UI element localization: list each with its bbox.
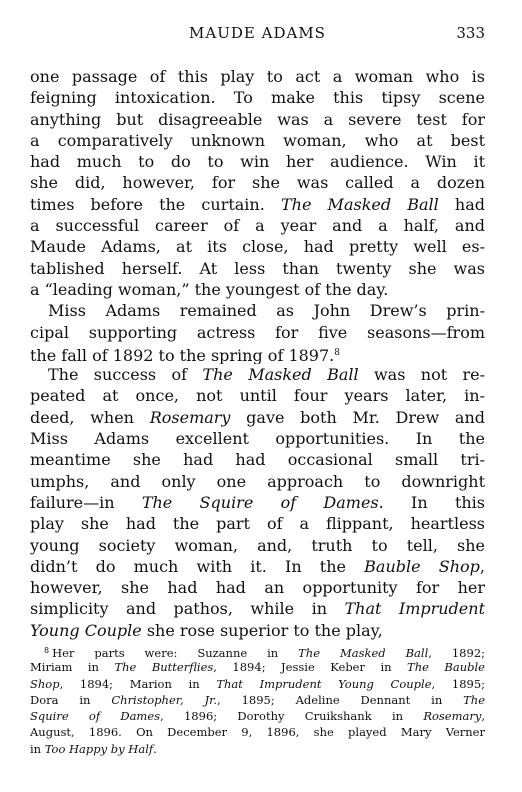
line-segment: was not re- [358, 365, 485, 385]
running-head [30, 24, 485, 46]
text-line: peated at once, not until four years later, in- [30, 386, 485, 406]
text-line: she did, however, for she was called a dozen [30, 173, 485, 193]
line-segment: times before the curtain. [30, 194, 281, 214]
text-line: however, she had had an opportunity for her [30, 578, 485, 598]
text-line [30, 556, 485, 577]
italic-title: Too Happy by Half [44, 741, 154, 756]
text-line: had much to do to win her audience. Win it [30, 152, 485, 172]
line-segment: Her parts were: Suzanne in [52, 646, 299, 660]
text-line [30, 598, 485, 619]
text-line: anything but disagreeable was a severe test for [30, 109, 485, 129]
running-head-title: MAUDE ADAMS [189, 24, 326, 42]
text-line: a comparatively unknown woman, who at best [30, 130, 485, 150]
italic-title: Squire of Dames [30, 709, 161, 724]
italic-title: The Masked Ball [280, 194, 439, 214]
line-segment: Miriam in [30, 660, 115, 675]
text-line [30, 620, 485, 641]
text-line: meantime she had had occasional small tri- [30, 450, 485, 470]
footnote [30, 643, 485, 757]
italic-title: The Butterflies [114, 660, 214, 675]
italic-title: The Bauble [407, 660, 485, 675]
footnote-line: August, 1896. On December 9, 1896, she played Mary Verner [30, 725, 485, 740]
italic-title: Christopher, Jr. [111, 692, 218, 707]
italic-title: The [463, 692, 485, 707]
line-segment: , 1892; [428, 646, 485, 660]
text-line: Miss Adams remained as John Drew’s prin- [48, 301, 485, 321]
text-line [30, 194, 485, 215]
italic-title: The Masked Ball [202, 365, 359, 385]
body-text [30, 66, 485, 641]
text-line: umphs, and only one approach to downright [30, 471, 485, 491]
text-line: the fall of 1892 to the spring of 1897.$^8$ [30, 345, 340, 365]
text-line [30, 364, 485, 385]
line-segment: , [479, 556, 485, 576]
page-number: 333 [456, 24, 485, 42]
line-segment: , 1896; Dorothy Cruikshank in [160, 709, 424, 724]
text-line: Miss Adams excellent opportunities. In the [30, 429, 485, 449]
line-segment: gave both Mr. Drew and [230, 407, 485, 427]
line-segment: in [30, 741, 45, 756]
line-segment: deed, when [30, 407, 150, 427]
italic-title: Young Couple [30, 620, 142, 640]
italic-title: That Imprudent Young Couple [216, 676, 432, 691]
text-line: cipal supporting actress for five seasons—from [30, 322, 485, 342]
line-segment: simplicity and pathos, while in [30, 599, 345, 619]
line-segment: didn’t do much with it. In the [30, 556, 365, 576]
line-segment: . In this [378, 492, 485, 512]
italic-title: The Squire of Dames [141, 492, 379, 512]
italic-title: The Masked Ball [298, 646, 429, 660]
footnote-line [30, 659, 485, 675]
text-line: one passage of this play to act a woman who is [30, 67, 485, 86]
italic-title: That Imprudent [344, 599, 485, 619]
footnote-line [30, 692, 485, 708]
line-segment: , [481, 709, 485, 724]
footnote-line [30, 708, 485, 724]
footnote-line [30, 676, 485, 692]
text-line: Maude Adams, at its close, had pretty well es- [30, 237, 485, 257]
footnote-number: 8 [44, 646, 50, 655]
text-line: young society woman, and, truth to tell, she [30, 535, 485, 555]
line-segment: had [438, 194, 485, 214]
line-segment: Dora in [30, 692, 112, 707]
line-segment: The success of [48, 365, 203, 385]
italic-title: Rosemary [423, 709, 482, 724]
line-segment: . [153, 741, 157, 756]
text-line: a successful career of a year and a half, and [30, 216, 485, 236]
text-line: tablished herself. At less than twenty she was [30, 258, 485, 278]
text-line: feigning intoxication. To make this tipsy scene [30, 88, 485, 108]
line-segment: failure—in [30, 492, 142, 512]
line-segment: , 1894; Jessie Keber in [213, 660, 408, 675]
footnote-line [30, 643, 485, 659]
line-segment: she rose superior to the play, [141, 620, 383, 640]
line-segment: , 1895; Adeline Dennant in [217, 692, 464, 707]
line-segment: , 1894; Marion in [59, 676, 217, 691]
text-line: play she had the part of a flippant, heartless [30, 514, 485, 534]
line-segment: , 1895; [431, 676, 485, 691]
italic-title: Rosemary [149, 407, 231, 427]
text-line: a “leading woman,” the youngest of the day. [30, 279, 389, 299]
text-line [30, 407, 485, 428]
italic-title: Shop [30, 676, 60, 691]
italic-title: Bauble Shop [364, 556, 480, 576]
footnote-line [30, 741, 485, 757]
text-line [30, 492, 485, 513]
footnote-marker: 8 [334, 347, 340, 358]
